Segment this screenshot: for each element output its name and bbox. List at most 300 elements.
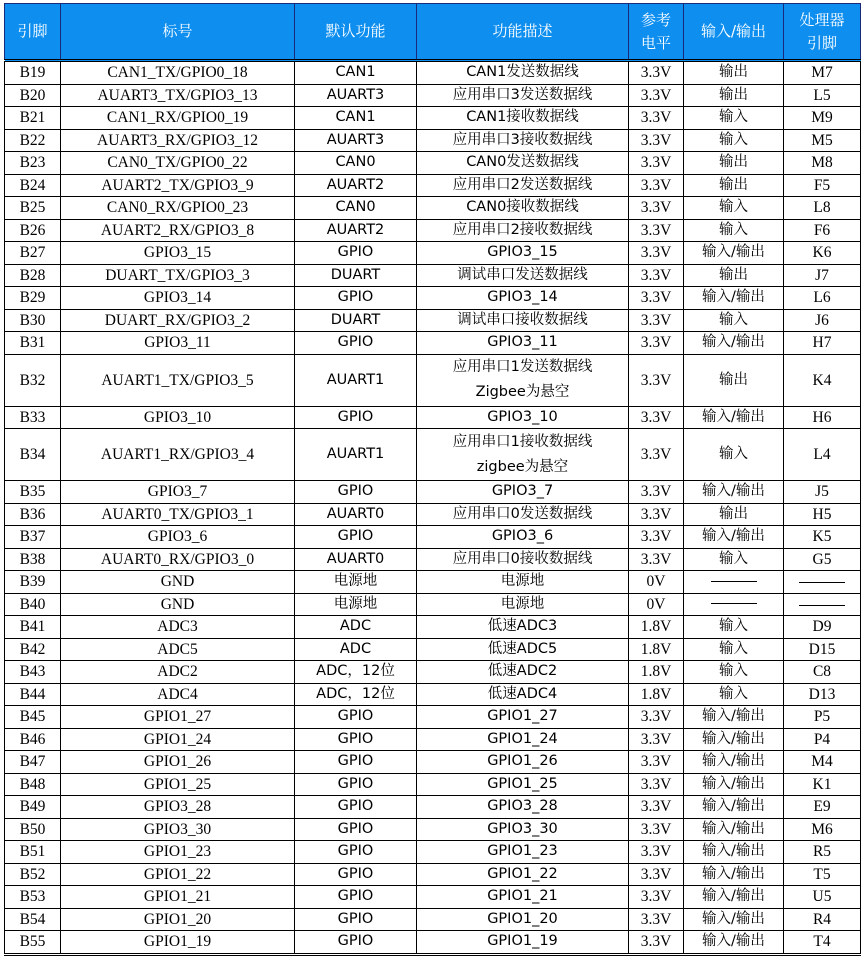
cell-default-function: CAN0 [295, 197, 417, 220]
cell-pin: B24 [5, 174, 61, 197]
cell-default-function: AUART1 [295, 354, 417, 406]
cell-label: ADC5 [61, 638, 295, 661]
cell-pin: B47 [5, 751, 61, 774]
table-row [5, 548, 861, 571]
cell-default-function: AUART3 [295, 129, 417, 152]
cell-ref-level: 3.3V [629, 728, 684, 751]
header-ref-level [629, 4, 684, 61]
cell-io: 输入/输出 [684, 481, 784, 504]
cell-description: 低速ADC2 [417, 661, 629, 684]
cell-processor-pin: K1 [784, 773, 861, 796]
cell-io: 输入/输出 [684, 332, 784, 355]
cell-ref-level: 3.3V [629, 796, 684, 819]
cell-processor-pin: J5 [784, 481, 861, 504]
cell-ref-level: 3.3V [629, 548, 684, 571]
cell-label: AUART2_TX/GPIO3_9 [61, 174, 295, 197]
cell-pin: B36 [5, 503, 61, 526]
cell-default-function: GPIO [295, 886, 417, 909]
cell-ref-level: 1.8V [629, 683, 684, 706]
cell-io: 输入/输出 [684, 908, 784, 931]
cell-io: 输出 [684, 174, 784, 197]
table-row [5, 406, 861, 429]
cell-processor-pin: D9 [784, 616, 861, 639]
header-pin: 引脚 [5, 4, 61, 61]
cell-label: GPIO1_27 [61, 706, 295, 729]
cell-label: GPIO1_19 [61, 931, 295, 955]
cell-processor-pin: K4 [784, 354, 861, 406]
cell-pin: B25 [5, 197, 61, 220]
table-row [5, 751, 861, 774]
cell-ref-level: 3.3V [629, 129, 684, 152]
cell-default-function: GPIO [295, 406, 417, 429]
cell-ref-level: 3.3V [629, 773, 684, 796]
cell-pin: B27 [5, 242, 61, 265]
cell-processor-pin: L4 [784, 429, 861, 481]
cell-io: 输入 [684, 638, 784, 661]
cell-label: DUART_TX/GPIO3_3 [61, 264, 295, 287]
cell-description: 电源地 [417, 593, 629, 616]
cell-ref-level: 3.3V [629, 526, 684, 549]
table-row [5, 332, 861, 355]
cell-description: GPIO3_14 [417, 287, 629, 310]
cell-ref-level: 3.3V [629, 406, 684, 429]
table-row [5, 481, 861, 504]
cell-label: DUART_RX/GPIO3_2 [61, 309, 295, 332]
cell-label: CAN1_TX/GPIO0_18 [61, 61, 295, 85]
cell-description: GPIO3_30 [417, 818, 629, 841]
cell-pin: B40 [5, 593, 61, 616]
cell-description: 调试串口发送数据线 [417, 264, 629, 287]
cell-label: GPIO1_22 [61, 863, 295, 886]
dash-line [799, 605, 845, 606]
cell-processor-pin: T4 [784, 931, 861, 955]
table-row [5, 796, 861, 819]
dash-line [711, 581, 757, 582]
cell-description: 应用串口3接收数据线 [417, 129, 629, 152]
cell-description: GPIO3_28 [417, 796, 629, 819]
cell-ref-level: 3.3V [629, 287, 684, 310]
cell-ref-level: 3.3V [629, 481, 684, 504]
cell-io: 输入 [684, 197, 784, 220]
cell-description: GPIO1_19 [417, 931, 629, 955]
cell-ref-level: 1.8V [629, 638, 684, 661]
cell-ref-level: 3.3V [629, 309, 684, 332]
cell-io: 输入/输出 [684, 886, 784, 909]
cell-label: AUART2_RX/GPIO3_8 [61, 219, 295, 242]
cell-processor-pin: U5 [784, 886, 861, 909]
cell-io: 输入/输出 [684, 796, 784, 819]
cell-io: 输入 [684, 219, 784, 242]
cell-description: 应用串口0接收数据线 [417, 548, 629, 571]
cell-default-function: AUART3 [295, 84, 417, 107]
cell-pin: B42 [5, 638, 61, 661]
cell-processor-pin: J7 [784, 264, 861, 287]
cell-description: GPIO3_10 [417, 406, 629, 429]
cell-description: GPIO1_21 [417, 886, 629, 909]
cell-description-line2: Zigbee为悬空 [475, 384, 570, 400]
cell-io [684, 593, 784, 616]
cell-description-line1: 应用串口1发送数据线 [452, 359, 593, 375]
cell-ref-level: 1.8V [629, 616, 684, 639]
cell-default-function: GPIO [295, 818, 417, 841]
cell-io: 输入 [684, 548, 784, 571]
cell-io: 输入/输出 [684, 406, 784, 429]
cell-ref-level: 0V [629, 571, 684, 594]
cell-default-function: AUART1 [295, 429, 417, 481]
cell-ref-level: 3.3V [629, 61, 684, 85]
cell-processor-pin: H5 [784, 503, 861, 526]
cell-description: GPIO1_25 [417, 773, 629, 796]
cell-default-function: DUART [295, 264, 417, 287]
header-description: 功能描述 [417, 4, 629, 61]
cell-processor-pin: H7 [784, 332, 861, 355]
cell-pin: B38 [5, 548, 61, 571]
dash-line [711, 603, 757, 604]
cell-pin: B43 [5, 661, 61, 684]
cell-label: AUART1_TX/GPIO3_5 [61, 354, 295, 406]
cell-processor-pin: J6 [784, 309, 861, 332]
cell-ref-level: 3.3V [629, 503, 684, 526]
cell-description: GPIO3_15 [417, 242, 629, 265]
cell-default-function: GPIO [295, 287, 417, 310]
table-row [5, 886, 861, 909]
cell-label: AUART0_RX/GPIO3_0 [61, 548, 295, 571]
cell-description: 低速ADC3 [417, 616, 629, 639]
cell-label: GPIO1_20 [61, 908, 295, 931]
cell-ref-level: 3.3V [629, 174, 684, 197]
cell-io: 输入 [684, 683, 784, 706]
cell-pin: B54 [5, 908, 61, 931]
cell-default-function: ADC [295, 616, 417, 639]
cell-processor-pin: R4 [784, 908, 861, 931]
table-row [5, 174, 861, 197]
cell-processor-pin: P5 [784, 706, 861, 729]
cell-io: 输入/输出 [684, 863, 784, 886]
cell-default-function: AUART2 [295, 174, 417, 197]
cell-label: GPIO3_15 [61, 242, 295, 265]
cell-description: GPIO1_22 [417, 863, 629, 886]
cell-ref-level: 3.3V [629, 197, 684, 220]
cell-description: 调试串口接收数据线 [417, 309, 629, 332]
cell-description: 应用串口2接收数据线 [417, 219, 629, 242]
cell-processor-pin: K6 [784, 242, 861, 265]
table-header [5, 4, 861, 61]
cell-default-function: GPIO [295, 526, 417, 549]
table-row [5, 429, 861, 481]
table-row [5, 908, 861, 931]
cell-label: GPIO3_10 [61, 406, 295, 429]
cell-io: 输入/输出 [684, 287, 784, 310]
header-processor-pin [784, 4, 861, 61]
cell-io: 输出 [684, 84, 784, 107]
cell-description: GPIO3_6 [417, 526, 629, 549]
cell-label: GPIO3_7 [61, 481, 295, 504]
cell-label: GPIO3_6 [61, 526, 295, 549]
cell-io: 输入/输出 [684, 728, 784, 751]
table-row [5, 287, 861, 310]
cell-ref-level: 1.8V [629, 661, 684, 684]
cell-processor-pin: M9 [784, 107, 861, 130]
cell-processor-pin: L6 [784, 287, 861, 310]
cell-pin: B50 [5, 818, 61, 841]
cell-pin: B48 [5, 773, 61, 796]
cell-label: GPIO3_28 [61, 796, 295, 819]
cell-pin: B28 [5, 264, 61, 287]
cell-description: GPIO1_20 [417, 908, 629, 931]
table-row [5, 61, 861, 85]
table-row [5, 242, 861, 265]
cell-ref-level: 3.3V [629, 706, 684, 729]
cell-processor-pin: F5 [784, 174, 861, 197]
cell-io: 输入 [684, 107, 784, 130]
cell-description: 低速ADC4 [417, 683, 629, 706]
cell-label: GPIO3_14 [61, 287, 295, 310]
cell-processor-pin: M8 [784, 152, 861, 175]
cell-io: 输入/输出 [684, 751, 784, 774]
table-row [5, 841, 861, 864]
cell-processor-pin: K5 [784, 526, 861, 549]
cell-label: GND [61, 571, 295, 594]
cell-pin: B29 [5, 287, 61, 310]
cell-default-function: GPIO [295, 841, 417, 864]
cell-pin: B46 [5, 728, 61, 751]
cell-description: GPIO1_23 [417, 841, 629, 864]
cell-processor-pin: P4 [784, 728, 861, 751]
cell-label: AUART3_TX/GPIO3_13 [61, 84, 295, 107]
cell-label: AUART0_TX/GPIO3_1 [61, 503, 295, 526]
cell-pin: B19 [5, 61, 61, 85]
cell-processor-pin: L5 [784, 84, 861, 107]
header-ref-level-line2: 电平 [640, 33, 671, 52]
table-row [5, 616, 861, 639]
cell-label: ADC3 [61, 616, 295, 639]
table-row [5, 863, 861, 886]
cell-ref-level: 3.3V [629, 931, 684, 955]
cell-io: 输入 [684, 129, 784, 152]
cell-description: CAN0接收数据线 [417, 197, 629, 220]
cell-processor-pin: L8 [784, 197, 861, 220]
table-row [5, 129, 861, 152]
cell-default-function: DUART [295, 309, 417, 332]
cell-default-function: GPIO [295, 332, 417, 355]
cell-ref-level: 3.3V [629, 841, 684, 864]
cell-default-function: AUART0 [295, 548, 417, 571]
cell-default-function: GPIO [295, 773, 417, 796]
cell-ref-level: 3.3V [629, 107, 684, 130]
cell-pin: B23 [5, 152, 61, 175]
header-processor-pin-line1: 处理器 [799, 10, 845, 29]
cell-description: GPIO1_26 [417, 751, 629, 774]
cell-ref-level: 3.3V [629, 908, 684, 931]
cell-description [417, 429, 629, 481]
cell-label: GPIO1_24 [61, 728, 295, 751]
cell-ref-level: 3.3V [629, 354, 684, 406]
table-row [5, 107, 861, 130]
cell-default-function: 电源地 [295, 593, 417, 616]
cell-default-function: GPIO [295, 796, 417, 819]
cell-default-function: ADC [295, 638, 417, 661]
cell-processor-pin: M5 [784, 129, 861, 152]
cell-processor-pin [784, 593, 861, 616]
cell-pin: B35 [5, 481, 61, 504]
cell-label: GPIO3_30 [61, 818, 295, 841]
cell-io: 输入/输出 [684, 841, 784, 864]
cell-pin: B52 [5, 863, 61, 886]
cell-label: GPIO1_21 [61, 886, 295, 909]
cell-default-function: GPIO [295, 728, 417, 751]
cell-io: 输入/输出 [684, 242, 784, 265]
table-row [5, 706, 861, 729]
table-row [5, 354, 861, 406]
cell-processor-pin: C8 [784, 661, 861, 684]
cell-ref-level: 3.3V [629, 332, 684, 355]
table-row [5, 728, 861, 751]
cell-pin: B21 [5, 107, 61, 130]
cell-default-function: GPIO [295, 863, 417, 886]
cell-pin: B31 [5, 332, 61, 355]
table-row [5, 503, 861, 526]
table-row [5, 571, 861, 594]
cell-label: GPIO3_11 [61, 332, 295, 355]
table-row [5, 638, 861, 661]
table-body [5, 61, 861, 955]
cell-label: GPIO1_23 [61, 841, 295, 864]
cell-io: 输入 [684, 616, 784, 639]
cell-description [417, 354, 629, 406]
cell-default-function: CAN0 [295, 152, 417, 175]
header-io: 输入/输出 [684, 4, 784, 61]
cell-processor-pin [784, 571, 861, 594]
cell-description: 低速ADC5 [417, 638, 629, 661]
table-row [5, 309, 861, 332]
cell-description: GPIO3_11 [417, 332, 629, 355]
cell-description: 应用串口2发送数据线 [417, 174, 629, 197]
cell-processor-pin: T5 [784, 863, 861, 886]
cell-label: AUART3_RX/GPIO3_12 [61, 129, 295, 152]
cell-default-function: ADC，12位 [295, 683, 417, 706]
cell-default-function: AUART0 [295, 503, 417, 526]
cell-ref-level: 3.3V [629, 886, 684, 909]
cell-label: CAN0_TX/GPIO0_22 [61, 152, 295, 175]
cell-default-function: 电源地 [295, 571, 417, 594]
cell-processor-pin: E9 [784, 796, 861, 819]
pin-definition-table [4, 3, 861, 956]
cell-io: 输入 [684, 429, 784, 481]
table-row [5, 197, 861, 220]
table-row [5, 219, 861, 242]
dash-line [799, 582, 845, 583]
cell-description: 电源地 [417, 571, 629, 594]
header-ref-level-line1: 参考 [640, 10, 671, 29]
cell-default-function: GPIO [295, 706, 417, 729]
cell-ref-level: 3.3V [629, 219, 684, 242]
cell-label: GPIO1_25 [61, 773, 295, 796]
cell-description: GPIO3_7 [417, 481, 629, 504]
header-default-function: 默认功能 [295, 4, 417, 61]
cell-processor-pin: M7 [784, 61, 861, 85]
cell-pin: B49 [5, 796, 61, 819]
cell-ref-level: 3.3V [629, 429, 684, 481]
table-row [5, 818, 861, 841]
cell-pin: B20 [5, 84, 61, 107]
header-label: 标号 [61, 4, 295, 61]
cell-processor-pin: G5 [784, 548, 861, 571]
cell-description-line1: 应用串口1接收数据线 [452, 433, 593, 450]
cell-processor-pin: M4 [784, 751, 861, 774]
cell-label: AUART1_RX/GPIO3_4 [61, 429, 295, 481]
cell-io: 输出 [684, 264, 784, 287]
cell-pin: B34 [5, 429, 61, 481]
cell-ref-level: 3.3V [629, 863, 684, 886]
cell-description: CAN1发送数据线 [417, 61, 629, 85]
cell-io [684, 571, 784, 594]
cell-pin: B51 [5, 841, 61, 864]
cell-io: 输入/输出 [684, 706, 784, 729]
cell-ref-level: 3.3V [629, 818, 684, 841]
cell-io: 输入/输出 [684, 526, 784, 549]
cell-default-function: GPIO [295, 481, 417, 504]
cell-description-line2: zigbee为悬空 [476, 458, 569, 475]
cell-io: 输出 [684, 61, 784, 85]
cell-description: CAN1接收数据线 [417, 107, 629, 130]
cell-ref-level: 3.3V [629, 84, 684, 107]
cell-ref-level: 3.3V [629, 751, 684, 774]
header-processor-pin-line2: 引脚 [806, 33, 837, 52]
cell-pin: B44 [5, 683, 61, 706]
cell-ref-level: 3.3V [629, 152, 684, 175]
cell-io: 输出 [684, 152, 784, 175]
cell-io: 输入 [684, 661, 784, 684]
cell-processor-pin: F6 [784, 219, 861, 242]
table-row [5, 152, 861, 175]
cell-processor-pin: M6 [784, 818, 861, 841]
cell-processor-pin: D15 [784, 638, 861, 661]
cell-pin: B39 [5, 571, 61, 594]
cell-processor-pin: H6 [784, 406, 861, 429]
cell-io: 输入/输出 [684, 773, 784, 796]
cell-description: GPIO1_27 [417, 706, 629, 729]
cell-io: 输出 [684, 354, 784, 406]
cell-pin: B33 [5, 406, 61, 429]
cell-description: GPIO1_24 [417, 728, 629, 751]
cell-label: CAN1_RX/GPIO0_19 [61, 107, 295, 130]
cell-pin: B55 [5, 931, 61, 955]
cell-ref-level: 3.3V [629, 264, 684, 287]
table-row [5, 526, 861, 549]
table-row [5, 931, 861, 955]
cell-default-function: GPIO [295, 242, 417, 265]
cell-io: 输入/输出 [684, 931, 784, 955]
cell-ref-level: 0V [629, 593, 684, 616]
cell-label: ADC2 [61, 661, 295, 684]
table-row [5, 661, 861, 684]
cell-label: CAN0_RX/GPIO0_23 [61, 197, 295, 220]
cell-label: GND [61, 593, 295, 616]
cell-processor-pin: D13 [784, 683, 861, 706]
cell-default-function: ADC，12位 [295, 661, 417, 684]
cell-processor-pin: R5 [784, 841, 861, 864]
cell-label: ADC4 [61, 683, 295, 706]
cell-pin: B45 [5, 706, 61, 729]
cell-default-function: CAN1 [295, 107, 417, 130]
cell-io: 输入/输出 [684, 818, 784, 841]
cell-io: 输入 [684, 309, 784, 332]
cell-description: 应用串口0发送数据线 [417, 503, 629, 526]
cell-description: 应用串口3发送数据线 [417, 84, 629, 107]
cell-pin: B53 [5, 886, 61, 909]
cell-default-function: CAN1 [295, 61, 417, 85]
cell-pin: B41 [5, 616, 61, 639]
